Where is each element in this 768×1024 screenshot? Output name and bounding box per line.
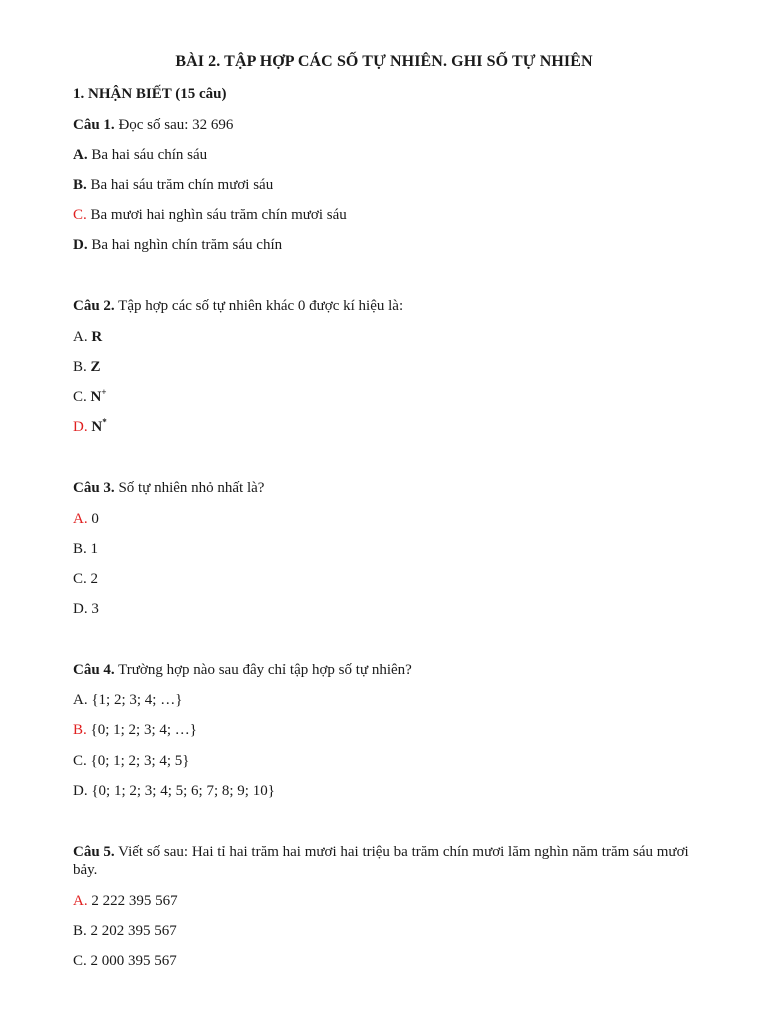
option-letter: D.: [73, 601, 88, 617]
option-letter: C.: [73, 207, 87, 223]
option-text: 2 202 395 567: [86, 923, 177, 939]
question-1: [73, 116, 233, 134]
option-text: N: [90, 389, 102, 405]
option-letter: D.: [73, 419, 88, 435]
option-text: 2 000 395 567: [86, 953, 177, 969]
option-text: Z: [90, 359, 101, 375]
option-letter: C.: [73, 753, 87, 769]
option-text: {0; 1; 2; 3; 4; …}: [86, 722, 198, 738]
q1-option-b: [73, 176, 273, 194]
option-letter: A.: [73, 329, 88, 345]
q3-option-c: [73, 570, 98, 588]
option-letter: D.: [73, 783, 88, 799]
question-text: Số tự nhiên nhỏ nhất là?: [114, 480, 265, 496]
section-heading: 1. NHẬN BIẾT (15 câu): [73, 86, 227, 102]
question-2: [73, 297, 403, 315]
option-letter: A.: [73, 893, 88, 909]
option-text: R: [91, 329, 103, 345]
option-text: Ba mươi hai nghìn sáu trăm chín mươi sáu: [86, 207, 347, 223]
question-label: Câu 1.: [73, 117, 115, 133]
q5-option-a-correct: [73, 892, 178, 910]
q5-option-c: [73, 952, 177, 970]
option-text: 2: [86, 571, 99, 587]
option-letter: C.: [73, 953, 87, 969]
question-label: Câu 3.: [73, 480, 115, 496]
q3-option-d: [73, 600, 99, 618]
option-letter: C.: [73, 571, 87, 587]
question-text: Trường hợp nào sau đây chỉ tập hợp số tự nhiên?: [114, 662, 412, 678]
page-title: BÀI 2. TẬP HỢP CÁC SỐ TỰ NHIÊN. GHI SỐ TỰ NHIÊN: [175, 53, 593, 70]
question-text: Viết số sau: Hai tỉ hai trăm hai mươi hai triệu ba trăm chín mươi lăm nghìn năm trăm sáu mươi bảy.: [73, 844, 689, 878]
option-text: Ba hai nghìn chín trăm sáu chín: [87, 237, 283, 253]
option-letter: C.: [73, 389, 87, 405]
q3-option-b: [73, 540, 98, 558]
option-text: 2 222 395 567: [87, 893, 178, 909]
option-letter: B.: [73, 359, 87, 375]
option-letter: A.: [73, 692, 88, 708]
q4-option-c: [73, 752, 190, 770]
option-text: Ba hai sáu trăm chín mươi sáu: [86, 177, 274, 193]
option-letter: B.: [73, 177, 87, 193]
q2-option-d-correct: [73, 418, 107, 436]
option-text: N: [91, 419, 103, 435]
option-text: {0; 1; 2; 3; 4; 5; 6; 7; 8; 9; 10}: [87, 783, 275, 799]
option-text: 1: [86, 541, 99, 557]
option-text: 0: [87, 511, 99, 527]
q2-option-a: [73, 328, 102, 346]
option-letter: A.: [73, 511, 88, 527]
question-label: Câu 2.: [73, 298, 115, 314]
option-text: 3: [87, 601, 99, 617]
question-5: [73, 843, 713, 879]
question-label: Câu 4.: [73, 662, 115, 678]
q4-option-a: [73, 691, 182, 709]
q1-option-d: [73, 236, 282, 254]
q2-option-b: [73, 358, 101, 376]
option-text: Ba hai sáu chín sáu: [87, 147, 208, 163]
q5-option-b: [73, 922, 177, 940]
option-letter: B.: [73, 722, 87, 738]
option-letter: A.: [73, 147, 88, 163]
q1-option-a: [73, 146, 207, 164]
q2-option-c: [73, 388, 107, 406]
question-text: Tập hợp các số tự nhiên khác 0 được kí hiệu là:: [114, 298, 404, 314]
option-text: {0; 1; 2; 3; 4; 5}: [86, 753, 190, 769]
q4-option-d: [73, 782, 275, 800]
question-label: Câu 5.: [73, 844, 115, 860]
superscript: *: [102, 417, 107, 427]
q1-option-c-correct: [73, 206, 347, 224]
superscript: +: [101, 387, 107, 397]
option-letter: B.: [73, 541, 87, 557]
question-4: [73, 661, 412, 679]
option-letter: D.: [73, 237, 88, 253]
question-text: Đọc số sau: 32 696: [114, 117, 234, 133]
q3-option-a-correct: [73, 510, 99, 528]
option-text: {1; 2; 3; 4; …}: [87, 692, 183, 708]
question-3: [73, 479, 264, 497]
q4-option-b-correct: [73, 721, 197, 739]
option-letter: B.: [73, 923, 87, 939]
